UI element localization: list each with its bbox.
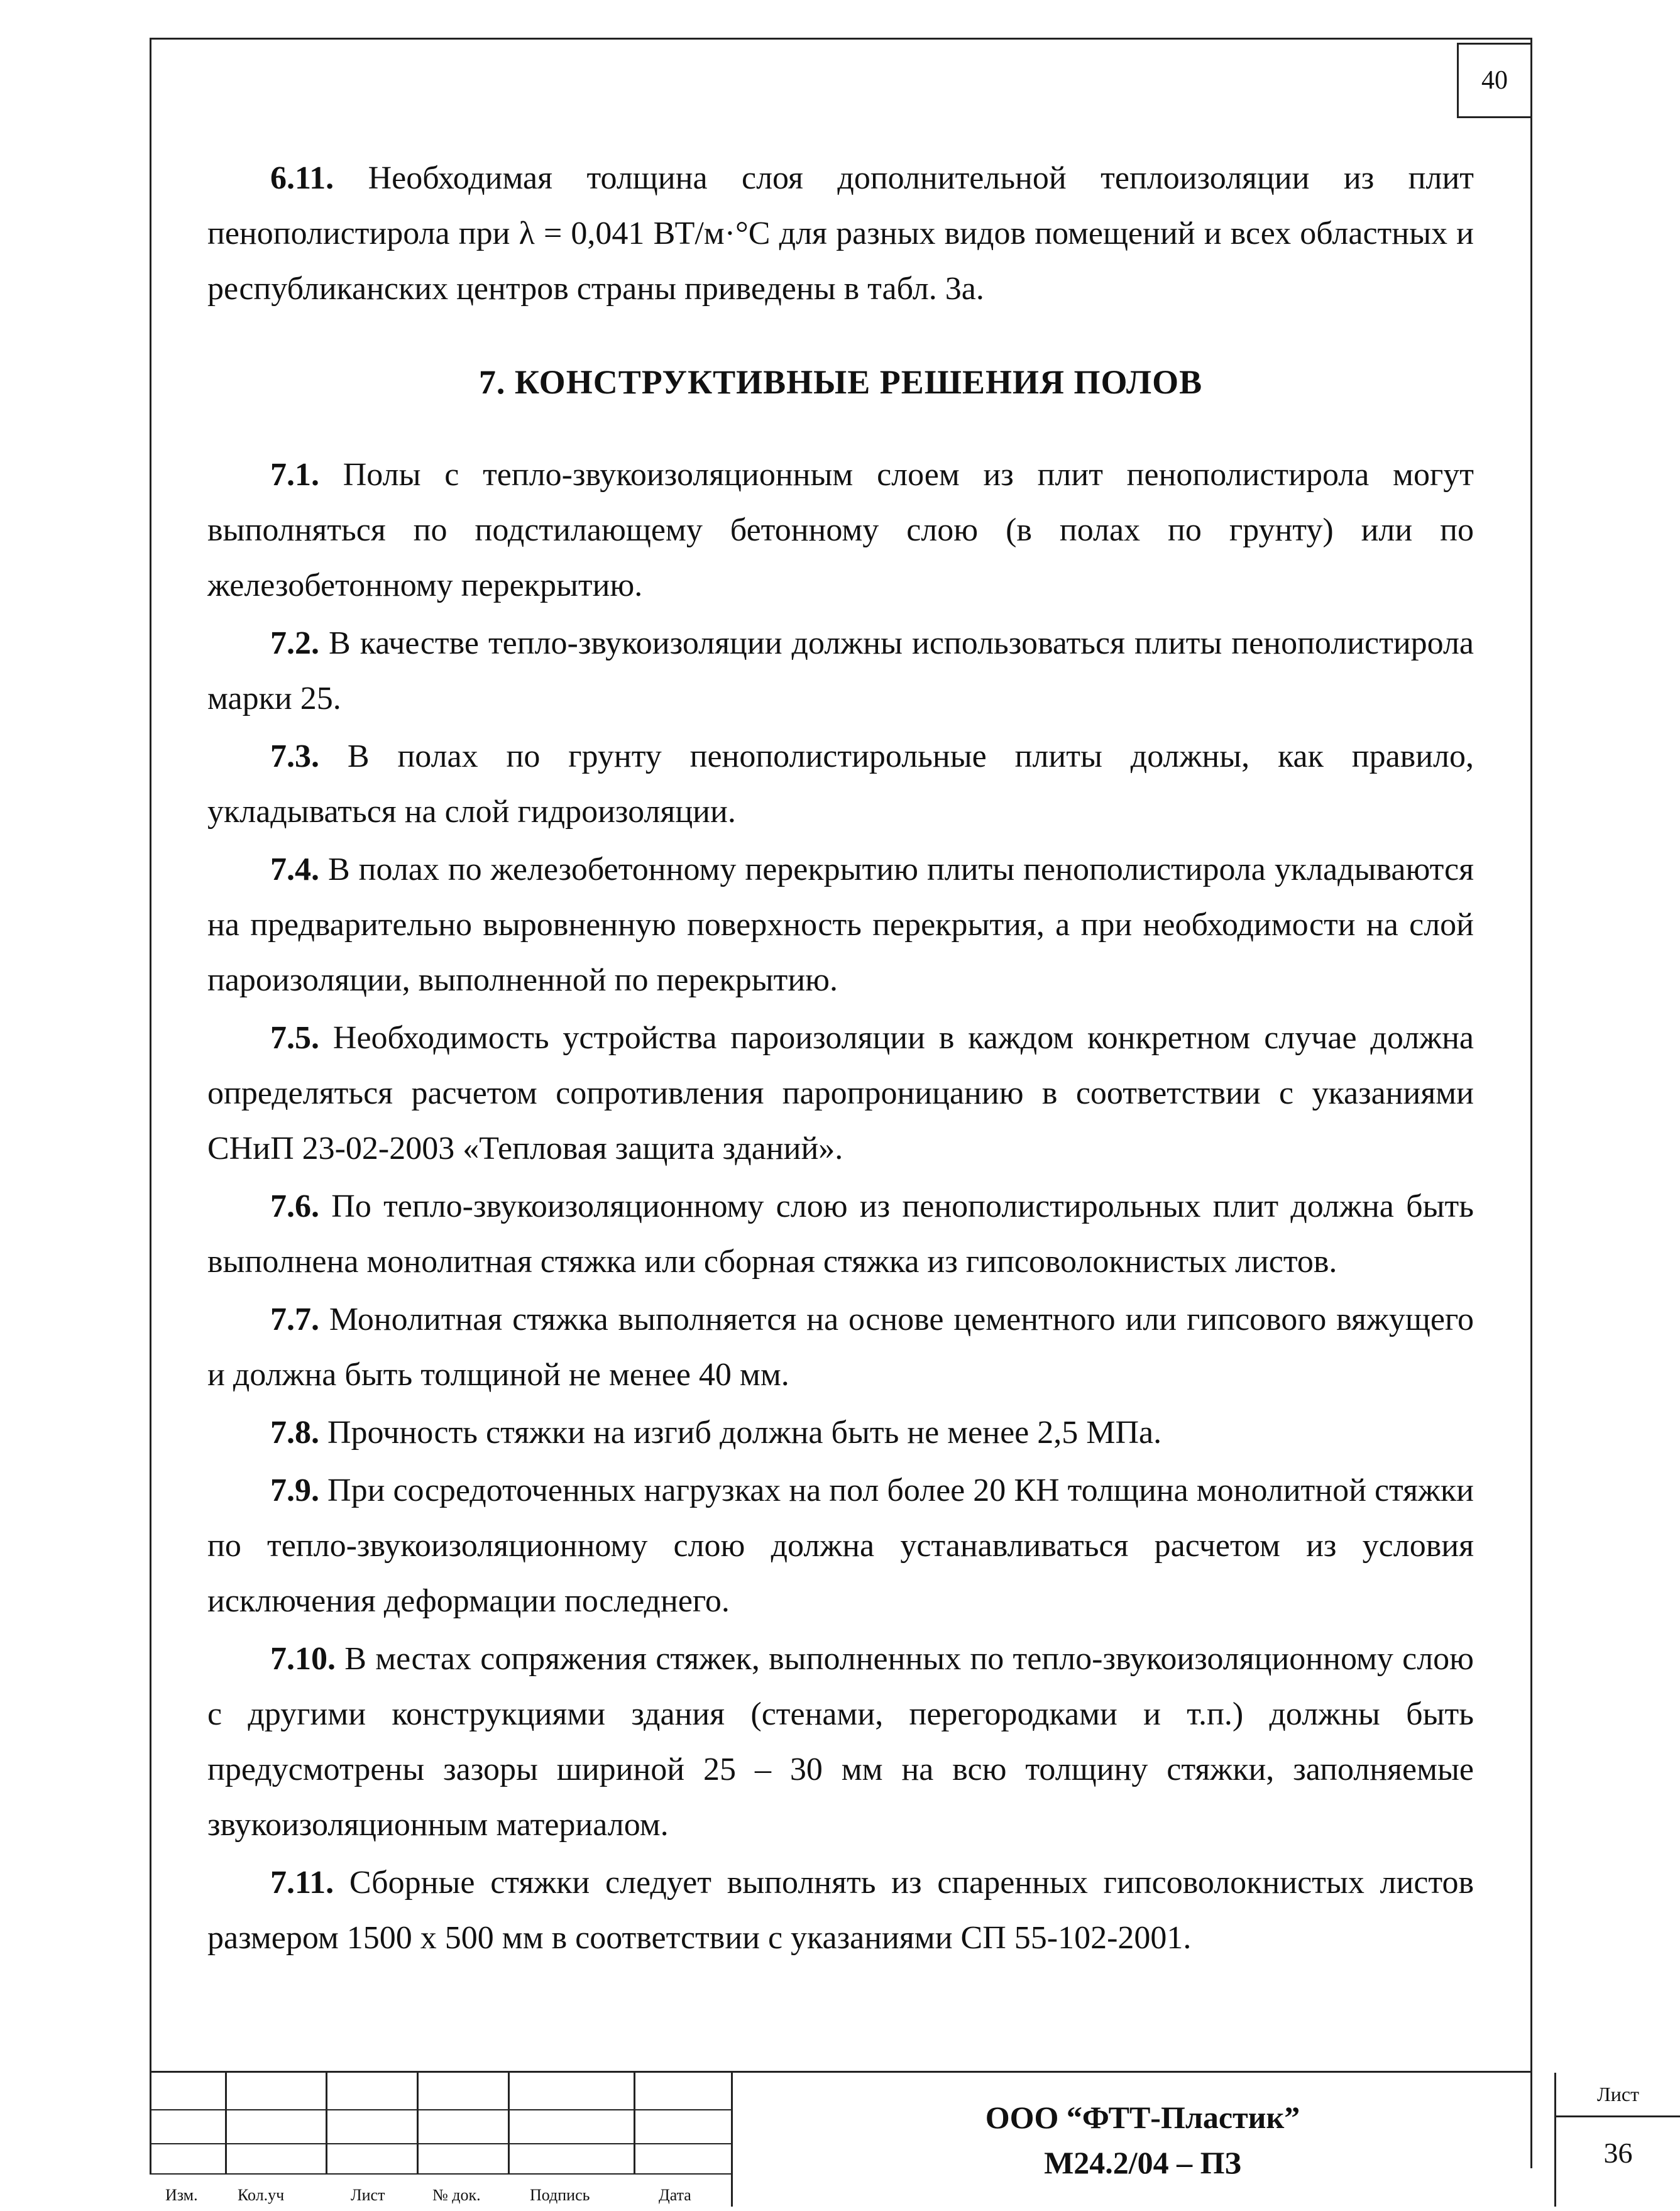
paragraph-number: 7.1.	[270, 457, 319, 493]
paragraph-text: Сборные стяжки следует выполнять из спаренных гипсоволокнистых листов размером 1500 х 500 мм в соответствии с указаниями СП 55-102-2001.	[207, 1865, 1474, 1956]
title-block-divider	[634, 2073, 635, 2173]
paragraph-7-4	[207, 842, 1474, 1008]
paragraph-number: 7.10.	[270, 1641, 336, 1677]
document-code: М24.2/04 – ПЗ	[1044, 2145, 1241, 2180]
column-label: № док.	[432, 2186, 481, 2204]
title-block-row-line	[150, 2109, 731, 2110]
paragraph-text: По тепло-звукоизоляционному слою из пенополистирольных плит должна быть выполнена монолитная стяжка или сборная стяжка из гипсоволокнистых листов.	[207, 1188, 1474, 1280]
paragraph-text: В полах по железобетонному перекрытию плиты пенополистирола укладываются на предварительно выровненную поверхность перекрытия, а при необходимости на слой пароизоляции, выполненной по перекрытию.	[207, 852, 1474, 998]
paragraph-text: В полах по грунту пенополистирольные плиты должны, как правило, укладываться на слой гидроизоляции.	[207, 738, 1474, 830]
paragraph-number: 7.11.	[270, 1865, 334, 1901]
column-label: Лист	[351, 2186, 385, 2204]
paragraph-number: 7.6.	[270, 1188, 319, 1224]
paragraph-7-10	[207, 1632, 1474, 1853]
title-block-row-line	[150, 2143, 731, 2144]
paragraph-7-11	[207, 1855, 1474, 1966]
document-body	[207, 151, 1474, 1968]
sheet-number: 36	[1603, 2137, 1633, 2169]
column-label: Изм.	[165, 2186, 198, 2204]
paragraph-7-3	[207, 729, 1474, 840]
paragraph-text: В качестве тепло-звукоизоляции должны использоваться плиты пенополистирола марки 25.	[207, 625, 1474, 716]
paragraph-number: 7.8.	[270, 1415, 319, 1451]
paragraph-text: Полы с тепло-звукоизоляционным слоем из плит пенополистирола могут выполняться по подстилающему бетонному слою (в полах по грунту) или по железобетонному перекрытию.	[207, 457, 1474, 603]
title-block-divider	[508, 2073, 510, 2173]
organization-name: ООО “ФТТ-Пластик”	[985, 2100, 1300, 2135]
sheet-cell	[1554, 2073, 1680, 2207]
paragraph-7-9	[207, 1463, 1474, 1629]
paragraph-text: Прочность стяжки на изгиб должна быть не менее 2,5 МПа.	[327, 1415, 1162, 1451]
organization-block	[731, 2073, 1554, 2207]
paragraph-7-8	[207, 1405, 1474, 1461]
paragraph-number: 7.7.	[270, 1302, 319, 1337]
paragraph-7-6	[207, 1179, 1474, 1290]
paragraph-text: В местах сопряжения стяжек, выполненных по тепло-звукоизоляционному слою с другими конструкциями здания (стенами, перегородками и т.п.) должны быть предусмотрены зазоры шириной 25 – 30 мм на всю толщину стяжки, заполняемые звукоизоляционным материалом.	[207, 1641, 1474, 1843]
paragraph-6-11	[207, 151, 1474, 317]
column-label: Дата	[659, 2186, 691, 2204]
paragraph-7-2	[207, 616, 1474, 727]
title-block-divider	[150, 2073, 151, 2173]
paragraph-number: 7.5.	[270, 1020, 319, 1056]
column-label: Подпись	[530, 2186, 590, 2204]
paragraph-7-5	[207, 1011, 1474, 1177]
paragraph-text: Необходимая толщина слоя дополнительной теплоизоляции из плит пенополистирола при λ = 0,041 ВТ/м·°С для разных видов помещений и всех областных и республиканских центров страны приведены в табл. 3а.	[207, 160, 1474, 307]
paragraph-7-1	[207, 447, 1474, 613]
paragraph-number: 7.2.	[270, 625, 319, 661]
title-block-column-labels	[150, 2186, 731, 2211]
paragraph-number: 6.11.	[270, 160, 334, 196]
paragraph-number: 7.3.	[270, 738, 319, 774]
page-number: 40	[1457, 43, 1532, 118]
title-block-divider	[326, 2073, 327, 2173]
column-label: Кол.уч	[238, 2186, 285, 2204]
paragraph-text: Монолитная стяжка выполняется на основе цементного или гипсового вяжущего и должна быть толщиной не менее 40 мм.	[207, 1302, 1474, 1393]
paragraph-7-7	[207, 1292, 1474, 1403]
section-title: 7. КОНСТРУКТИВНЫЕ РЕШЕНИЯ ПОЛОВ	[478, 363, 1203, 401]
title-block-row-line	[150, 2173, 731, 2175]
sheet-label: Лист	[1556, 2073, 1680, 2117]
paragraph-text: Необходимость устройства пароизоляции в каждом конкретном случае должна определяться расчетом сопротивления паропроницанию в соответствии с указаниями СНиП 23-02-2003 «Тепловая защита зданий».	[207, 1020, 1474, 1166]
title-block	[150, 2071, 1639, 2205]
paragraph-number: 7.9.	[270, 1473, 319, 1508]
paragraph-number: 7.4.	[270, 852, 319, 887]
title-block-divider	[417, 2073, 419, 2173]
paragraph-text: При сосредоточенных нагрузках на пол более 20 КН толщина монолитной стяжки по тепло-звукоизоляционному слою должна устанавливаться расчетом из условия исключения деформации последнего.	[207, 1473, 1474, 1619]
title-block-divider	[225, 2073, 227, 2173]
